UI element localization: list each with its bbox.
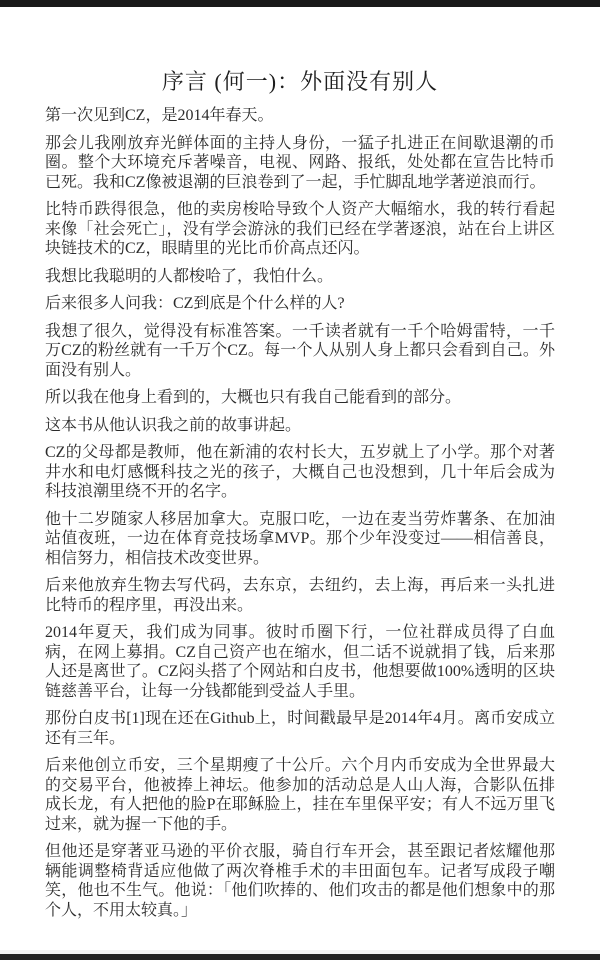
paragraph-7: 所以我在他身上看到的，大概也只有我自己能看到的部分。 (45, 389, 462, 407)
body-text (45, 106, 555, 920)
paragraph-11: 后来他放弃生物去写代码，去东京，去纽约，去上海，再后来一头扎进比特币的程序里，再没出来。 (45, 577, 555, 614)
paragraph-4: 我想比我聪明的人都梭哈了，我怕什么。 (45, 267, 334, 285)
top-black-bar (0, 0, 600, 7)
bottom-black-bar (0, 954, 600, 960)
paragraph-13: 那份白皮书[1]现在还在Github上，时间戳最早是2014年4月。离币安成立还有三年。 (45, 710, 555, 747)
paragraph-8: 这本书从他认识我之前的故事讲起。 (45, 416, 302, 434)
paragraph-14: 后来他创立币安，三个星期瘦了十公斤。六个月内币安成为全世界最大的交易平台，他被捧上神坛。他参加的活动总是人山人海，合影队伍排成长龙，有人把他的脸P在耶稣脸上，挂在车里保平安；有人不远万里飞过来，就为握一下他的手。 (45, 757, 555, 833)
paragraph-3: 比特币跌得很急，他的卖房梭哈导致个人资产大幅缩水，我的转行看起来像「社会死亡」，没有学会游泳的我们已经在学著逐浪，站在台上讲区块链技术的CZ，眼睛里的光比币价高点还闪。 (45, 201, 555, 258)
paragraph-15: 但他还是穿著亚马逊的平价衣服，骑自行车开会，甚至跟记者炫耀他那辆能调整椅背适应他做了两次脊椎手术的丰田面包车。记者写成段子嘲笑，他也不生气。他说：「他们吹捧的、他们攻击的都是他们想象中的那个人，不用太较真。」 (45, 843, 555, 919)
paragraph-10: 他十二岁随家人移居加拿大。克服口吃，一边在麦当劳炸薯条、在加油站值夜班，一边在体育竞技场拿MVP。那个少年没变过——相信善良，相信努力，相信技术改变世界。 (45, 510, 555, 567)
paragraph-5: 后来很多人问我：CZ到底是个什么样的人? (45, 295, 345, 313)
paragraph-12: 2014年夏天，我们成为同事。彼时币圈下行，一位社群成员得了白血病，在网上募捐。CZ自己资产也在缩水，但二话不说就捐了钱，后来那人还是离世了。CZ闷头搭了个网站和白皮书，他想要做100%透明的区块链慈善平台，让每一分钱都能到受益人手里。 (45, 624, 555, 700)
paragraph-2: 那会儿我刚放弃光鲜体面的主持人身份，一猛子扎进正在间歇退潮的币圈。整个大环境充斥著噪音，电视、网路、报纸，处处都在宣告比特币已死。我和CZ像被退潮的巨浪卷到了一起，手忙脚乱地学著逆浪而行。 (45, 134, 555, 191)
paragraph-9: CZ的父母都是教师，他在新浦的农村长大，五岁就上了小学。那个对著井水和电灯感慨科技之光的孩子，大概自己也没想到，几十年后会成为科技浪潮里绕不开的名字。 (45, 444, 555, 501)
paragraph-1: 第一次见到CZ，是2014年春天。 (45, 107, 274, 125)
page-content (45, 7, 555, 928)
page-title: 序言 (何一)：外面没有别人 (161, 69, 439, 94)
paragraph-6: 我想了很久，觉得没有标准答案。一千读者就有一千个哈姆雷特，一千万CZ的粉丝就有一千万个CZ。每一个人从别人身上都只会看到自己。外面没有别人。 (45, 322, 555, 379)
